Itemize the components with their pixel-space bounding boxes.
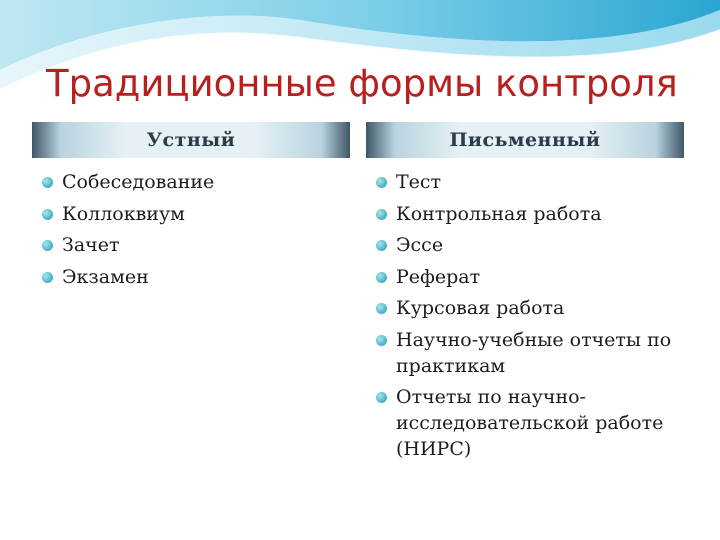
list-item-text: Научно-учебные отчеты по практикам xyxy=(396,328,672,377)
column-header-written xyxy=(366,122,684,158)
list-item-text: Отчеты по научно-исследовательской работе (НИРС) xyxy=(396,386,664,460)
list-item xyxy=(374,169,674,195)
bullet-icon xyxy=(376,392,387,403)
list-item xyxy=(374,327,674,379)
column-header-label: Письменный xyxy=(449,129,601,151)
bullet-icon xyxy=(376,303,387,314)
column-header-label: Устный xyxy=(146,129,236,151)
list-item xyxy=(374,232,674,258)
list-item xyxy=(40,169,340,195)
list-item xyxy=(40,232,340,258)
list-item xyxy=(374,201,674,227)
list-item-text: Экзамен xyxy=(62,265,149,288)
list-item-text: Курсовая работа xyxy=(396,297,565,319)
bullet-icon xyxy=(42,209,53,220)
list-item xyxy=(374,295,674,321)
bullet-icon xyxy=(376,240,387,251)
bullet-icon xyxy=(42,177,53,188)
list-item xyxy=(40,201,340,227)
bullet-icon xyxy=(376,272,387,283)
bullet-icon xyxy=(376,335,387,346)
column-header-oral xyxy=(32,122,350,158)
list-item xyxy=(374,264,674,290)
list-item xyxy=(40,264,340,290)
oral-forms-list xyxy=(40,169,340,295)
bullet-icon xyxy=(42,272,53,283)
bullet-icon xyxy=(42,240,53,251)
bullet-icon xyxy=(376,177,387,188)
list-item-text: Зачет xyxy=(62,234,120,256)
list-item-text: Эссе xyxy=(396,234,444,256)
list-item-text: Собеседование xyxy=(62,171,215,193)
slide-title: Традиционные формы контроля xyxy=(46,62,678,105)
bullet-icon xyxy=(376,209,387,220)
list-item-text: Контрольная работа xyxy=(396,202,602,225)
list-item-text: Коллоквиум xyxy=(62,202,185,225)
list-item-text: Реферат xyxy=(396,265,481,288)
list-item-text: Тест xyxy=(396,171,442,193)
written-forms-list xyxy=(374,169,674,468)
list-item xyxy=(374,384,674,462)
